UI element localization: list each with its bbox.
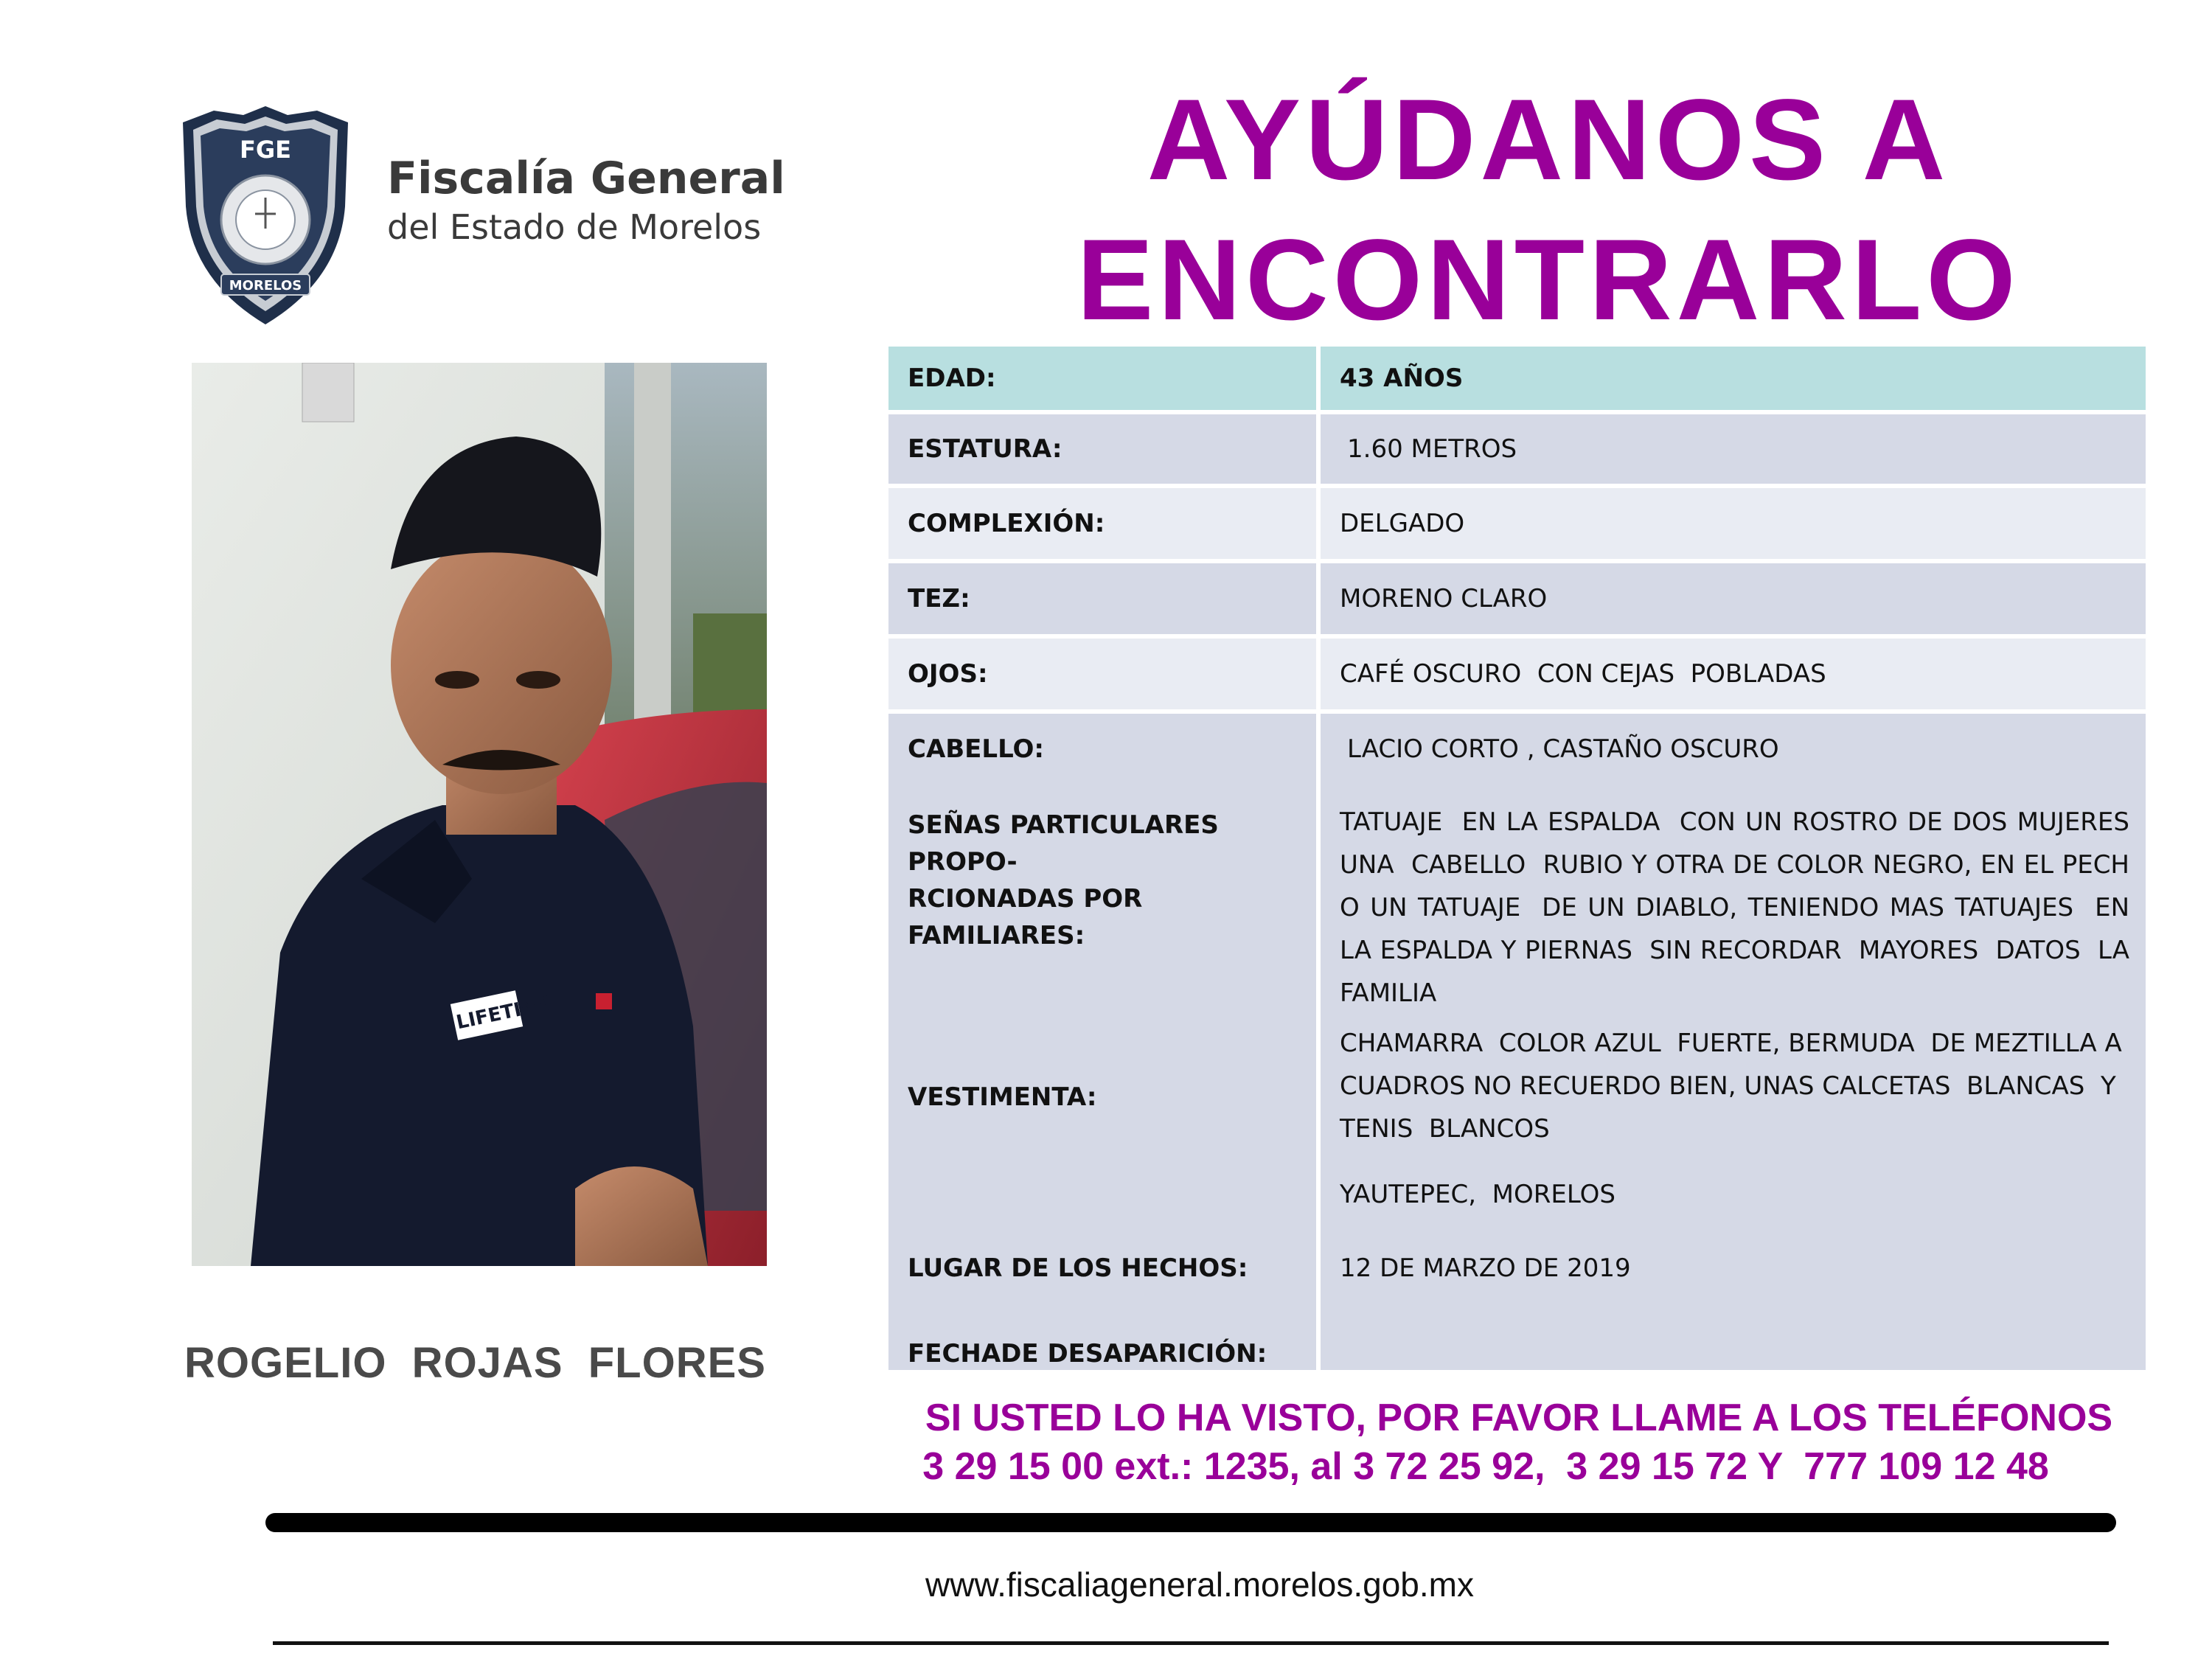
org-name-line2: del Estado de Morelos [387, 207, 762, 247]
table-row-edad [888, 347, 2146, 414]
divider-thick [265, 1513, 2116, 1532]
divider-thin [273, 1641, 2109, 1645]
person-photo-image [192, 363, 767, 1266]
cabello-value: LACIO CORTO , CASTAÑO OSCURO [1347, 734, 1779, 764]
missing-person-name: ROGELIO ROJAS FLORES [184, 1339, 766, 1387]
contact-line1: SI USTED LO HA VISTO, POR FAVOR LLAME A LOS TELÉFONOS [925, 1397, 2113, 1439]
senas-label-line1: SEÑAS PARTICULARES PROPO- [908, 810, 1219, 877]
lugar-value: YAUTEPEC, MORELOS [1340, 1180, 1615, 1209]
tez-label: TEZ: [888, 563, 1321, 634]
logo-badge-top-text: FGE [240, 136, 291, 164]
fge-logo [177, 103, 354, 332]
logo-badge-bottom-text: MORELOS [229, 278, 302, 293]
fge-shield-icon [177, 103, 354, 332]
website-url: www.fiscaliageneral.morelos.gob.mx [925, 1565, 1474, 1604]
fecha-label: FECHADE DESAPARICIÓN: [908, 1339, 1267, 1368]
senas-value: TATUAJE EN LA ESPALDA CON UN ROSTRO DE DOS MUJERES UNA CABELLO RUBIO Y OTRA DE COLOR NEGRO, EN EL PECH O UN TATUAJE DE UN DIABLO, TENIENDO MAS TATUAJES EN LA ESPALDA Y PIERNAS SIN RECORDAR MAYORES DATOS LA FAMILIA [1340, 807, 2138, 1008]
table-row-tez [888, 563, 2146, 639]
senas-label [908, 807, 1300, 954]
edad-label: EDAD: [888, 347, 1321, 410]
missing-person-photo [192, 363, 767, 1266]
complexion-label: COMPLEXIÓN: [888, 488, 1321, 559]
headline-line1: AYÚDANOS A [1147, 76, 1950, 204]
cabello-label: CABELLO: [908, 734, 1045, 764]
vestimenta-label: VESTIMENTA: [908, 1082, 1097, 1112]
table-row-ojos [888, 639, 2146, 714]
organization-name [387, 151, 785, 248]
fecha-value: 12 DE MARZO DE 2019 [1340, 1253, 1631, 1283]
headline [988, 70, 2109, 350]
table-row-estatura [888, 414, 2146, 488]
lugar-label: LUGAR DE LOS HECHOS: [908, 1253, 1248, 1283]
ojos-value: CAFÉ OSCURO CON CEJAS POBLADAS [1321, 639, 2146, 709]
ojos-label: OJOS: [888, 639, 1321, 709]
details-values-column [1321, 714, 2146, 1370]
table-row-details [888, 714, 2146, 1370]
shirt-logo-text: LIFETIME [454, 992, 555, 1034]
estatura-value: 1.60 METROS [1321, 414, 2146, 484]
complexion-value: DELGADO [1321, 488, 2146, 559]
headline-line2: ENCONTRARLO [1077, 216, 2020, 344]
senas-label-line2: RCIONADAS POR FAMILIARES: [908, 884, 1143, 950]
org-name-line1: Fiscalía General [387, 153, 785, 204]
contact-notice [863, 1394, 2160, 1491]
table-row-complexion [888, 488, 2146, 563]
tez-value: MORENO CLARO [1321, 563, 2146, 634]
estatura-label: ESTATURA: [888, 414, 1321, 484]
vestimenta-value: CHAMARRA COLOR AZUL FUERTE, BERMUDA DE MEZTILLA A CUADROS NO RECUERDO BIEN, UNAS CALCETAS BLANCAS Y TENIS BLANCOS [1340, 1029, 2130, 1144]
details-labels-column [888, 714, 1321, 1370]
edad-value: 43 AÑOS [1321, 347, 2146, 410]
description-table [888, 347, 2146, 1370]
contact-phone-numbers: 3 29 15 00 ext.: 1235, al 3 72 25 92, 3 29 15 72 Y 777 109 12 48 [922, 1445, 2049, 1488]
